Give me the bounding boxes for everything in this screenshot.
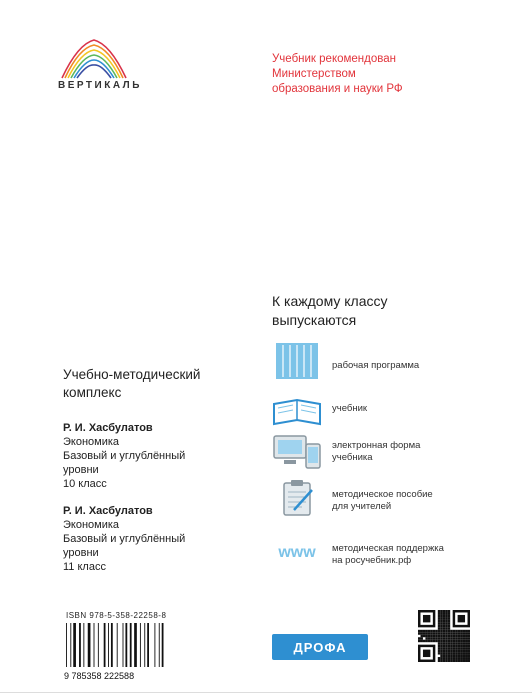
devices-icon (272, 434, 322, 470)
book-author: Р. И. Хасбулатов (63, 505, 153, 517)
item-program-label: рабочая программа (332, 360, 420, 371)
publisher-logo (272, 634, 368, 660)
book-icon (272, 394, 322, 430)
recommendation-text: Учебник рекомендован Министерством образования и науки РФ (272, 53, 403, 95)
clipboard-icon (272, 480, 322, 516)
barcode-digits: 9 785358 222588 (64, 671, 135, 681)
brand-name: ВЕРТИКАЛЬ (58, 80, 142, 91)
vertikal-logo-icon (58, 34, 130, 80)
complex-heading: Учебно-методический комплекс (63, 367, 201, 400)
item-eform-label: электронная форма учебника (332, 440, 421, 463)
bottom-divider (0, 692, 532, 693)
qr-code-icon (418, 610, 470, 662)
each-class-heading: К каждому классу выпускаются (272, 293, 388, 328)
www-icon (272, 533, 322, 569)
book-entry-10: Р. И. Хасбулатов Экономика Базовый и углублённый уровни 10 класс (63, 422, 186, 490)
svg-text:www: www (278, 544, 316, 561)
book-entry-11: Р. И. Хасбулатов Экономика Базовый и углублённый уровни 11 класс (63, 505, 186, 573)
item-support-label: методическая поддержка на росучебник.рф (332, 543, 444, 566)
item-teacher-guide-label: методическое пособие для учителей (332, 489, 433, 512)
publisher-name: ДРОФА (293, 639, 347, 655)
program-icon (272, 343, 322, 379)
isbn-text: ISBN 978-5-358-22258-8 (66, 611, 167, 620)
item-textbook-label: учебник (332, 403, 368, 414)
book-author: Р. И. Хасбулатов (63, 422, 153, 434)
barcode-icon (62, 611, 200, 681)
